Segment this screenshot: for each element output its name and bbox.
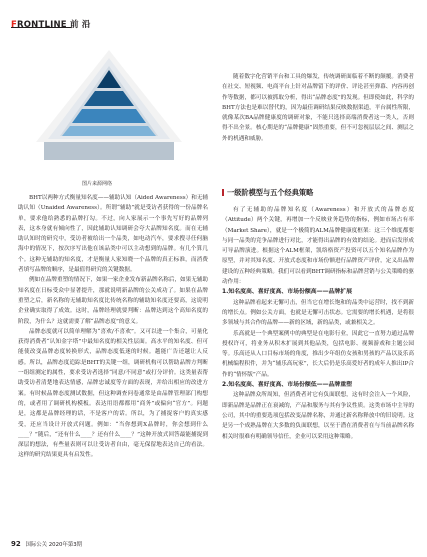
right-column-top [222,72,414,144]
page-number: 92 [11,540,21,548]
header-rule [11,27,71,28]
awareness-pyramid-figure [24,46,194,178]
figure-caption: 图片来源网络 [82,181,113,187]
right-paragraph-2: 有了无辅助的品牌知名度（Awareness）和开放式的品牌态度（Attitude）两个关键，再增加一个反映业务趋势的指标，例如市场占有率（Market Share），就是一个极简的ALM品牌健康度框架：这三个维度都要与同一品类的竞争品牌进行对比，才能得出品牌的有效的结论。进而启发形成可导品牌演进。根据这个ALM框架，凯络格资产投资可以五个知名品牌作为原型，并对其知名度、开放式态度和市场份额进行品牌资产评价，定义出品牌建设的五种经典策略。我们可以看到BHT调研指标和品牌营销与公关策略的驱动作用： [222,207,414,286]
pyramid-base [44,142,174,160]
left-paragraph-2: 例如在品牌重塑的情况下，如果一家企业发布新品牌名称后，如果无辅助知名度在日标受众中显著提升，那就说明新品牌的公关成功了。如果在品牌重塑之后，新名称的无辅助知名度比传统名称的辅助知名度还要高，这说明企业确实取得了成效。这时，品牌经理就要判断：品牌达到这个高知名度的阶段，为什么？这就需要了解“品牌态度”的意义。 [18,277,209,325]
section-title: 一级阶模型与五个经典策略 [222,188,313,198]
left-paragraph-1: BHT以两种方式衡量知名度——辅助认知（Aided Awareness）和无辅助认知（Unaided Awareness）。所谓“辅助”就是受访者获得的一份品牌名单，要求他给熟悉的品牌打勾。不过，向人家展示一个事先写好的品牌列表，这本身就有倾向性了，因此辅助认知调研会夸大品牌知名度。而在无辅助认知时的研究中，受访者被给出一个品类，如电动汽车，要求搜寻任何脑海中的情况下，按次序写出他在该品类中可以主动想到的品牌。有几个算几个。这种无辅助的知名度，才是衡量人家知晓一个品牌的真正标准，而消费者填写品牌的顺序，是最值得研究的关键数据。 [18,195,208,274]
right-column-bottom [222,205,414,442]
left-paragraph-3: 品牌态度就可以简单理解为“喜欢/不喜欢”。又可以进一个集合，可量化获得消费者“认知金字塔”中最知名度的相关性层面。高水平的知名度、但可能使改变品牌态度转换形式，品牌态度低迷的时候。越能广告还越让人反感。所以，品牌态度追踪是BHT的关键一组，调研机构可以帮助品牌方判断一组组测定的属性，要求受访者选择“同意/不同意”或打分评价。这类量表帮助受访者清楚地表达情感，品牌忠诚度等方面的表现，并给出相应的改进方案。有时候品牌态度测试数据，但这种调查问卷通常是由品牌管理部门构想的，或者用了调研机构模板。表达用语都都用“商务”或偏向“官方”。问题是，这都是品牌经理的话，不是客户的话。所以，为了捕捉客户的真实感受，还应当设计开放式问题。例如：“当你想到X品牌时，你会想到什么____？”随后，“还有什么____？还有什么____？”这种开放式回答最能捕捉到深层的想法，有些量表则可以让受访者自由，毫无保留地表达自己的看法。这样的研究结果更具有启发性。 [18,328,208,459]
right-paragraph-3: 这种品牌看起来无懈可击，但当它在增长饱和的品类中运营时，找不到新的增长点。例如公关方面，也就是无懈可击状态。它需要的增长机遇，是将很多领域与其合作的品牌——新的区域，新的品类，或兼相关之。 [222,299,414,327]
pyramid-tier-3 [72,109,146,123]
right-paragraph-4: 乐高就是一个典型案例中的典型是在电影行业，因此它一直努力通过品牌授权许可，将业务从积木扩展到其他品类，包括电影、视频游戏和主题公园等。乐高还从人口目标市场的角度，推出少年组仿女孩和男孩的产品以及乐高机械编程积件，并为“辅乐高玩家”，长大后仍是乐高爱好者的成年人推出IP合作的“情怀版”产品。 [222,330,414,378]
right-paragraph-1: 随着数字化营销平台和工具的爆发，传统调研面临着不断的颠覆。消费者在社交、短视频、电商平台上针对品牌留下的评价、评论甚至弹幕、内容再创作等数据，都可以被抓取分析，得出“品牌态度”的发现。但即使如此，科学的BHT方法也是难以替代的，因为最佳调研结果反映数据渠道，平台属性所限，就像某次BA品牌健康度的调研对象，不能只选择高端消费者这一类人，否则得不出全景。核心期是的“品牌健康”固然重要，但不可忽视层层之间、测层之外的机遇和威胁。 [222,74,414,142]
strategy-heading-1: 1.知名度高、喜好度高、市场份额高——品牌扩展 [222,289,353,296]
right-paragraph-5: 这种品牌众所周知，但消费者对它有负面联想，这有时会注入一个风险，即新品牌是品牌正在衰减的，产品和服务与其有争议性质。这类市场中主导的公司，其中的重要选项包括改变品牌名称，并通过新名称释放中的旧说明。这是另一个成熟品牌在大多数的负面联想，以至于潜在消费者在与当前品牌名称相关时很难有明确领导信任，企业可以采用这种策略。 [222,392,414,440]
page-footer [11,540,82,548]
section-header [11,18,91,30]
section-label: 前 沿 [69,20,91,30]
pyramid-tier-4 [62,126,156,136]
strategy-heading-2: 2.知名度高、喜好度高、市场份额低——品牌重塑 [222,382,353,389]
left-column [18,193,208,461]
magazine-info: 国际公关 2020年第3期 [25,542,83,548]
brand-name: RONTLINE [17,20,67,30]
brand-initial: F [11,20,18,30]
